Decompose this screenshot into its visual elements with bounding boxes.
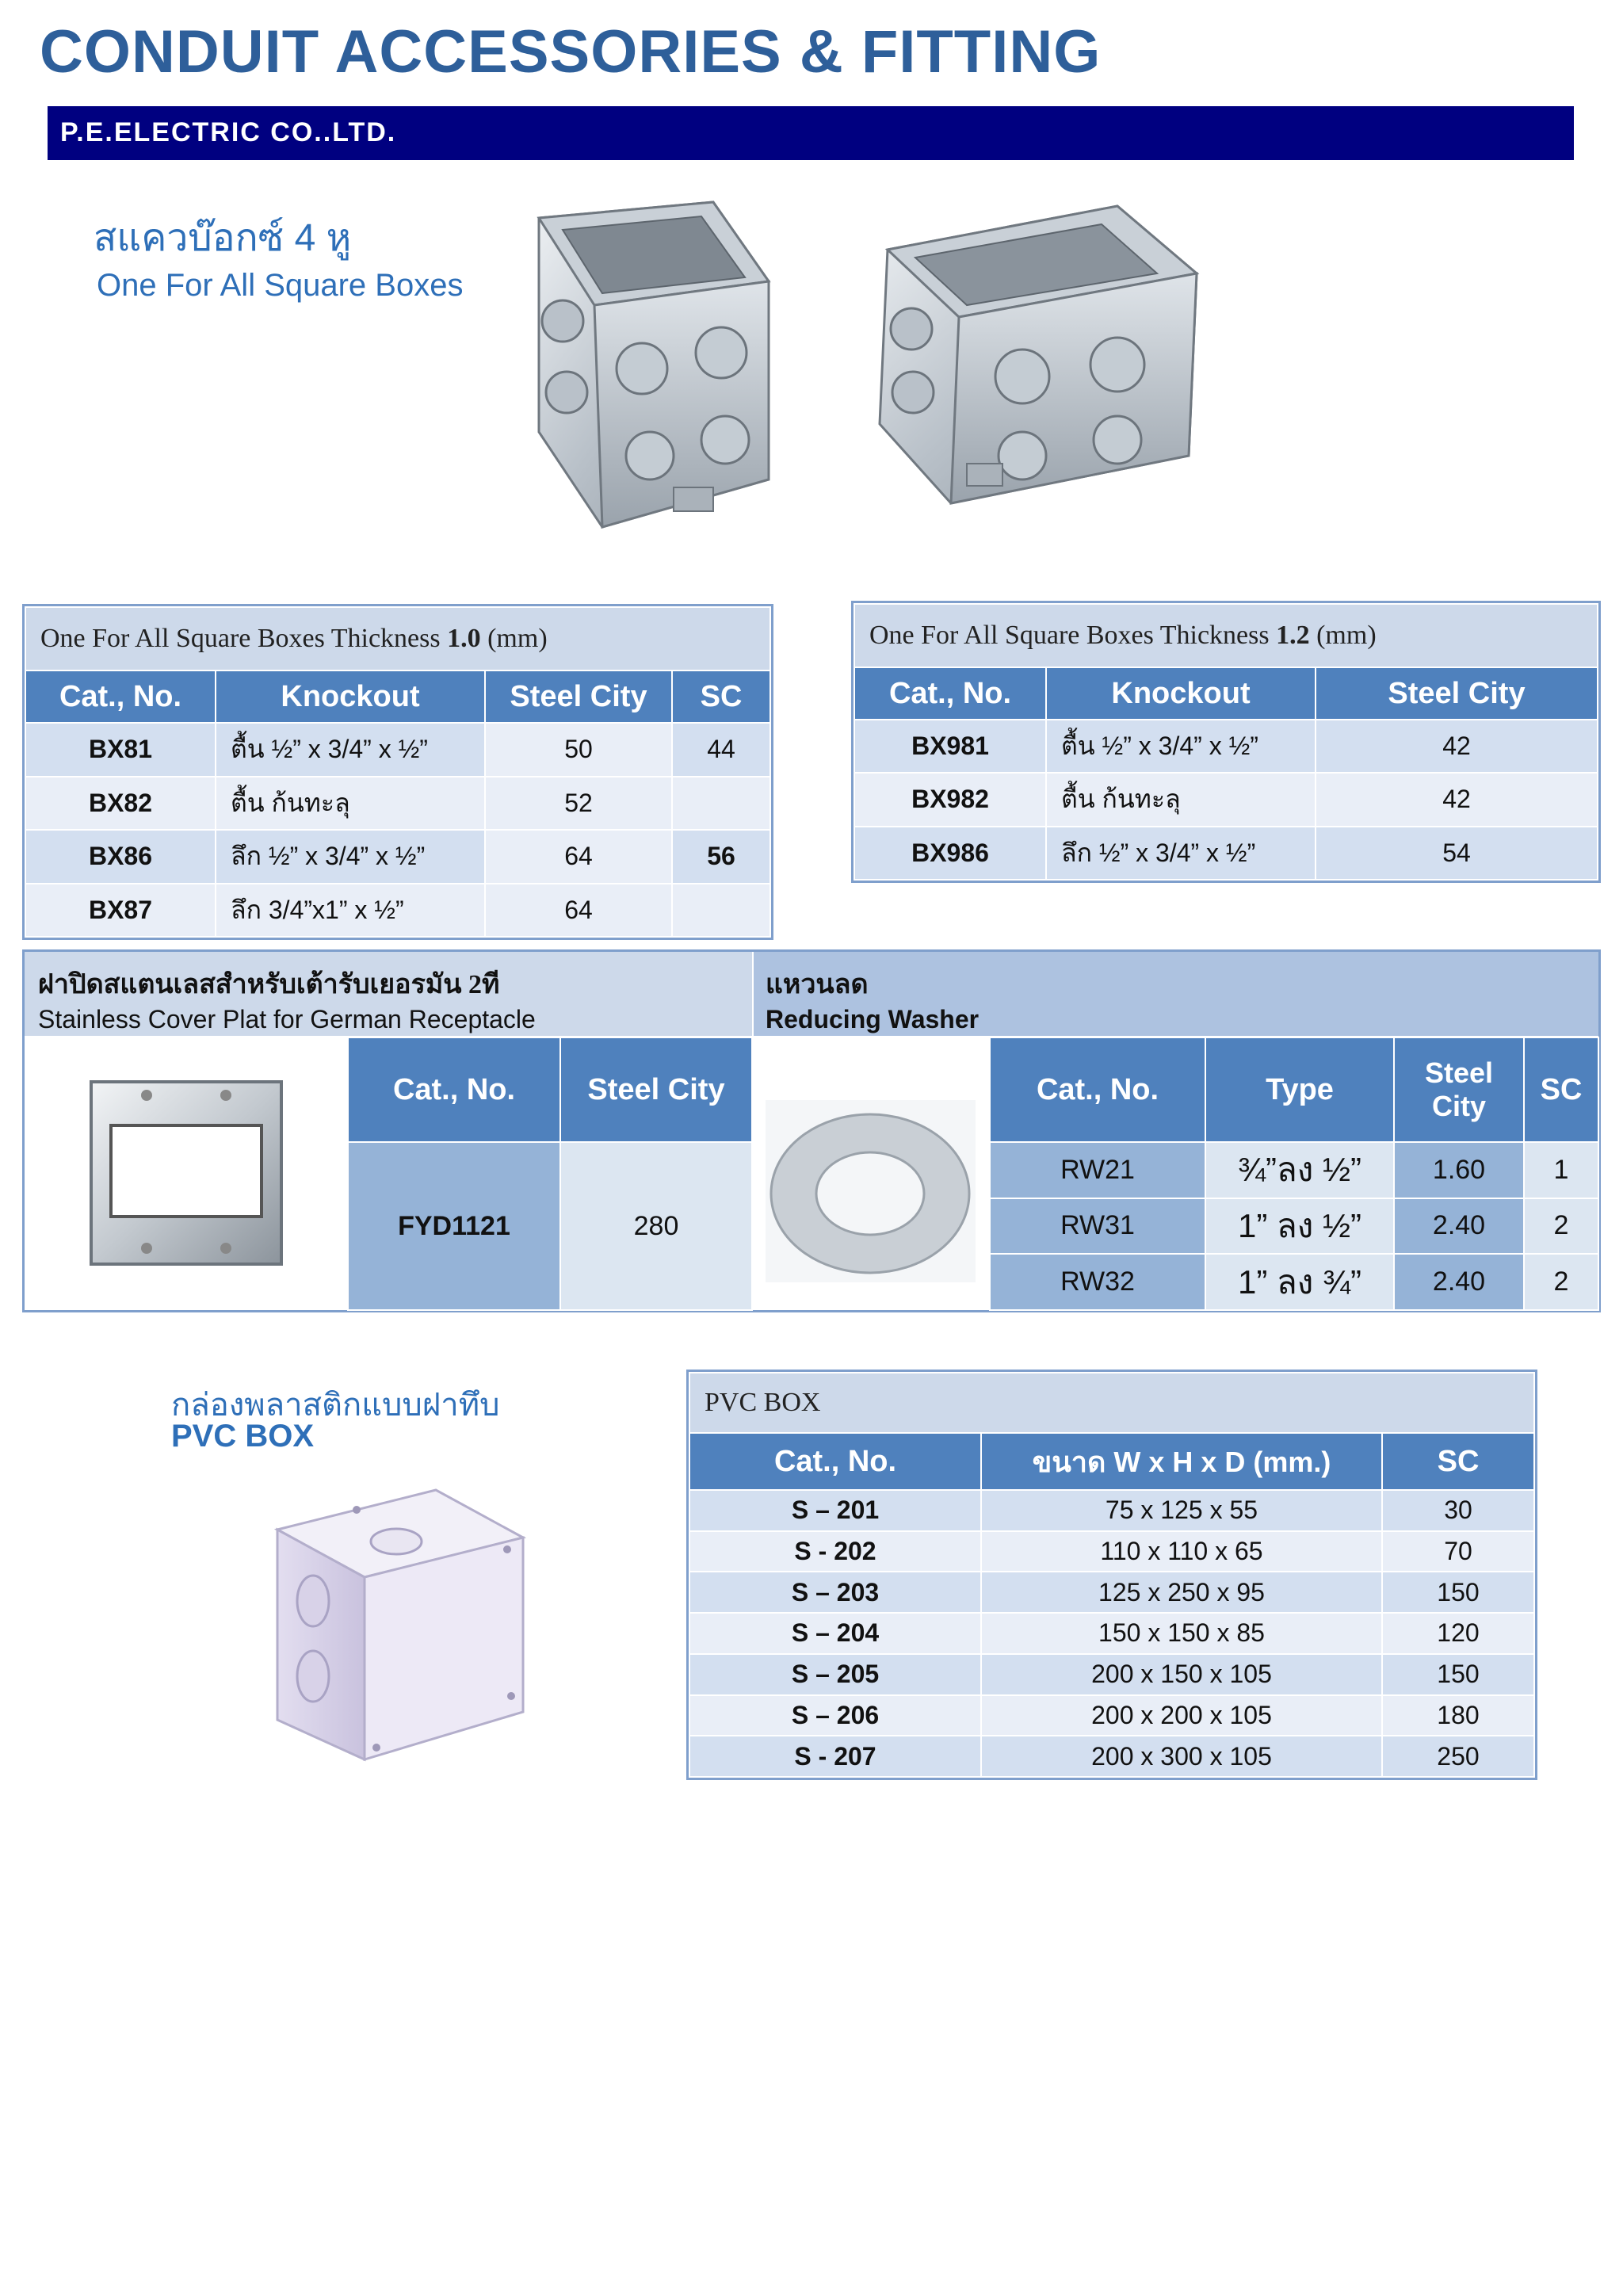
table-row — [25, 830, 770, 884]
table-thickness-1-2 — [851, 601, 1601, 883]
washer-title-th: แหวนลด — [766, 970, 869, 999]
sc: 56 — [672, 830, 770, 884]
sc: 1 — [1524, 1142, 1598, 1198]
reducing-washer-image — [766, 1100, 976, 1282]
cat-no: S - 202 — [689, 1531, 981, 1572]
pvc-header-cat: Cat., No. — [689, 1433, 981, 1490]
hero-title-en: One For All Square Boxes — [97, 268, 464, 303]
size: 75 x 125 x 55 — [981, 1490, 1382, 1531]
table-row — [689, 1531, 1534, 1572]
cover-table — [347, 1037, 753, 1311]
table-row — [990, 1198, 1598, 1255]
cover-header-steel-city: Steel City — [560, 1037, 752, 1142]
steel-city: 42 — [1316, 773, 1598, 826]
table-row — [854, 773, 1598, 826]
pvc-title-en: PVC BOX — [171, 1419, 315, 1454]
sc: 44 — [672, 723, 770, 777]
sc: 70 — [1382, 1531, 1534, 1572]
sc — [672, 777, 770, 831]
type: 1” ลง ¾” — [1205, 1254, 1394, 1310]
table-row — [348, 1142, 752, 1310]
size: 200 x 150 x 105 — [981, 1654, 1382, 1695]
table-row — [689, 1613, 1534, 1654]
company-banner — [48, 106, 1574, 160]
table-row — [25, 777, 770, 831]
pvc-box-image — [269, 1435, 539, 1767]
steel-city: 52 — [485, 777, 672, 831]
table-row — [854, 720, 1598, 773]
sc: 180 — [1382, 1695, 1534, 1736]
sc: 120 — [1382, 1613, 1534, 1654]
page-title: CONDUIT ACCESSORIES & FITTING — [40, 18, 1102, 86]
table1-caption: One For All Square Boxes Thickness 1.0 (mm) — [25, 607, 770, 670]
cat-no: RW31 — [990, 1198, 1205, 1255]
type: 1” ลง ½” — [1205, 1198, 1394, 1255]
washer-title-en: Reducing Washer — [766, 1005, 980, 1033]
cat-no: BX981 — [854, 720, 1046, 773]
table-row — [689, 1695, 1534, 1736]
steel-city: 2.40 — [1394, 1254, 1524, 1310]
size: 200 x 200 x 105 — [981, 1695, 1382, 1736]
table2-header-knockout: Knockout — [1046, 667, 1316, 720]
steel-city: 1.60 — [1394, 1142, 1524, 1198]
cat-no: S – 204 — [689, 1613, 981, 1654]
table-row — [689, 1736, 1534, 1777]
steel-city: 64 — [485, 830, 672, 884]
size: 150 x 150 x 85 — [981, 1613, 1382, 1654]
table-row — [25, 884, 770, 938]
table1-header-cat: Cat., No. — [25, 670, 216, 723]
cat-no: RW32 — [990, 1254, 1205, 1310]
square-box-image-2 — [864, 194, 1212, 511]
cat-no: RW21 — [990, 1142, 1205, 1198]
table-row — [854, 827, 1598, 880]
sc: 2 — [1524, 1254, 1598, 1310]
size: 200 x 300 x 105 — [981, 1736, 1382, 1777]
washer-header-type: Type — [1205, 1037, 1394, 1142]
sc: 30 — [1382, 1490, 1534, 1531]
table-row — [990, 1142, 1598, 1198]
cat-no: S – 206 — [689, 1695, 981, 1736]
knockout: ลึก ½” x 3/4” x ½” — [216, 830, 485, 884]
table1-header-knockout: Knockout — [216, 670, 485, 723]
steel-city: 54 — [1316, 827, 1598, 880]
cover-title-en: Stainless Cover Plat for German Receptacle — [38, 1005, 536, 1033]
cat-no: FYD1121 — [348, 1142, 560, 1310]
washer-header-cat: Cat., No. — [990, 1037, 1205, 1142]
sc: 150 — [1382, 1654, 1534, 1695]
size: 110 x 110 x 65 — [981, 1531, 1382, 1572]
washer-header-sc: SC — [1524, 1037, 1598, 1142]
knockout: ตื้น ½” x 3/4” x ½” — [1046, 720, 1316, 773]
steel-city: 64 — [485, 884, 672, 938]
sc: 250 — [1382, 1736, 1534, 1777]
knockout: ตื้น ก้นทะลุ — [1046, 773, 1316, 826]
table2-header-steel-city: Steel City — [1316, 667, 1598, 720]
knockout: ตื้น ½” x 3/4” x ½” — [216, 723, 485, 777]
company-name: P.E.ELECTRIC CO..LTD. — [60, 117, 397, 147]
steel-city: 50 — [485, 723, 672, 777]
knockout: ลึก 3/4”x1” x ½” — [216, 884, 485, 938]
cat-no: BX81 — [25, 723, 216, 777]
knockout: ตื้น ก้นทะลุ — [216, 777, 485, 831]
table1-header-sc: SC — [672, 670, 770, 723]
pvc-title-th: กล่องพลาสติกแบบฝาทึบ — [171, 1388, 500, 1423]
sc — [672, 884, 770, 938]
size: 125 x 250 x 95 — [981, 1572, 1382, 1613]
table-row — [689, 1654, 1534, 1695]
table-row — [990, 1254, 1598, 1310]
steel-city: 42 — [1316, 720, 1598, 773]
table-row — [25, 723, 770, 777]
cat-no: BX82 — [25, 777, 216, 831]
sc: 150 — [1382, 1572, 1534, 1613]
cat-no: BX986 — [854, 827, 1046, 880]
type: ¾”ลง ½” — [1205, 1142, 1394, 1198]
washer-header-steel-city: Steel City — [1394, 1037, 1524, 1142]
table-thickness-1-0 — [22, 604, 773, 940]
cat-no: BX87 — [25, 884, 216, 938]
steel-city: 2.40 — [1394, 1198, 1524, 1255]
cat-no: S – 203 — [689, 1572, 981, 1613]
sc: 2 — [1524, 1198, 1598, 1255]
pvc-table-frame — [686, 1370, 1537, 1780]
pvc-header-sc: SC — [1382, 1433, 1534, 1490]
pvc-header-size: ขนาด W x H x D (mm.) — [981, 1433, 1382, 1490]
table-row — [689, 1490, 1534, 1531]
cover-title-th: ฝาปิดสแตนเลสสำหรับเต้ารับเยอรมัน 2ที — [38, 970, 500, 999]
washer-table — [989, 1037, 1599, 1311]
cat-no: S – 201 — [689, 1490, 981, 1531]
steel-city: 280 — [560, 1142, 752, 1310]
cat-no: S – 205 — [689, 1654, 981, 1695]
cover-plate-image — [87, 1078, 285, 1268]
knockout: ลึก ½” x 3/4” x ½” — [1046, 827, 1316, 880]
square-box-image-1 — [507, 194, 792, 535]
table1-header-steel-city: Steel City — [485, 670, 672, 723]
cat-no: S - 207 — [689, 1736, 981, 1777]
table-row — [689, 1572, 1534, 1613]
cat-no: BX982 — [854, 773, 1046, 826]
table2-caption: One For All Square Boxes Thickness 1.2 (mm) — [854, 604, 1598, 667]
hero-title-th: สแควบ๊อกซ์ 4 หู — [94, 217, 352, 259]
table2-header-cat: Cat., No. — [854, 667, 1046, 720]
cover-header-cat: Cat., No. — [348, 1037, 560, 1142]
cat-no: BX86 — [25, 830, 216, 884]
pvc-caption: PVC BOX — [689, 1373, 1534, 1433]
